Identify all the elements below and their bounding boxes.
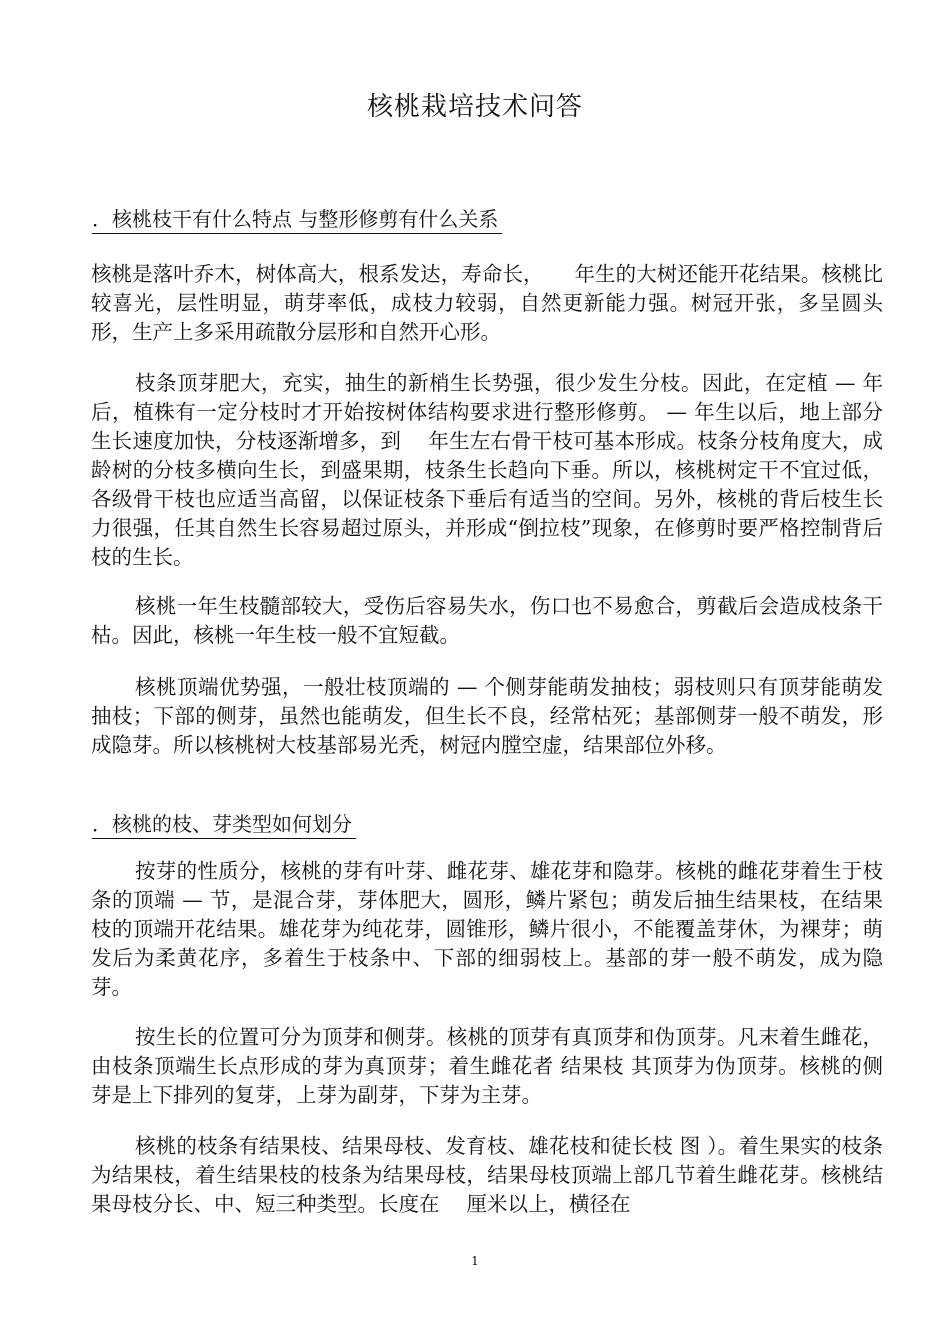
page-number: 1 [471, 1254, 479, 1268]
section-heading-1: ．核桃枝干有什么特点 与整形修剪有什么关系 [92, 205, 502, 234]
paragraph-2-1: 按芽的性质分，核桃的芽有叶芽、雌花芽、雄花芽和隐芽。核桃的雌花芽着生于枝条的顶端 — 节，是混合芽，芽体肥大，圆形，鳞片紧包；萌发后抽生结果枝，在结果枝的顶端开花结果。雄花芽为纯花芽，圆锥形，鳞片很小，不能覆盖芽休，为裸芽；萌发后为柔黄花序，多着生于枝条中、下部的细弱枝上。基部的芽一般不萌发，成为隐芽。 [91, 859, 883, 999]
paragraph-2-2: 按生长的位置可分为顶芽和侧芽。核桃的顶芽有真顶芽和伪顶芽。凡末着生雌花，由枝条顶端生长点形成的芽为真顶芽；着生雌花者 结果枝 其顶芽为伪顶芽。核桃的侧芽是上下排列的复芽，上芽为副芽，下芽为主芽。 [91, 1025, 883, 1107]
section-heading-2: ．核桃的枝、芽类型如何划分 [92, 810, 356, 839]
paragraph-1-1: 核桃是落叶乔木，树体高大，根系发达，寿命长， 年生的大树还能开花结果。核桃比较喜光，层性明显，萌芽率低，成枝力较弱，自然更新能力强。树冠开张，多呈圆头形，生产上多采用疏散分层形和自然开心形。 [91, 262, 883, 344]
document-title: 核桃栽培技术问答 [366, 92, 583, 122]
paragraph-1-4: 核桃顶端优势强，一般壮枝顶端的 — 个侧芽能萌发抽枝；弱枝则只有顶芽能萌发抽枝；下部的侧芽，虽然也能萌发，但生长不良，经常枯死；基部侧芽一般不萌发，形成隐芽。所以核桃树大枝基部易光秃，树冠内膛空虚，结果部位外移。 [91, 675, 883, 757]
paragraph-1-2: 枝条顶芽肥大，充实，抽生的新梢生长势强，很少发生分枝。因此，在定植 — 年后，植株有一定分枝时才开始按树体结构要求进行整形修剪。 — 年生以后，地上部分生长速度加快，分枝逐渐增多，到 年生左右骨干枝可基本形成。枝条分枝角度大，成龄树的分枝多横向生长，到盛果期，枝条生长趋向下垂。所以，核桃树定干不宜过低，各级骨干枝也应适当高留，以保证枝条下垂后有适当的空间。另外，核桃的背后枝生长力很强，任其自然生长容易超过原头，并形成“倒拉枝”现象，在修剪时要严格控制背后枝的生长。 [91, 371, 883, 569]
paragraph-1-3: 核桃一年生枝髓部较大，受伤后容易失水，伤口也不易愈合，剪截后会造成枝条干枯。因此，核桃一年生枝一般不宜短截。 [91, 594, 883, 647]
paragraph-2-3: 核桃的枝条有结果枝、结果母枝、发育枝、雄花枝和徒长枝 图 ）。着生果实的枝条为结果枝，着生结果枝的枝条为结果母枝，结果母枝顶端上部几节着生雌花芽。核桃结果母枝分长、中、短三种类型。长度在 厘米以上，横径在 [91, 1134, 883, 1216]
